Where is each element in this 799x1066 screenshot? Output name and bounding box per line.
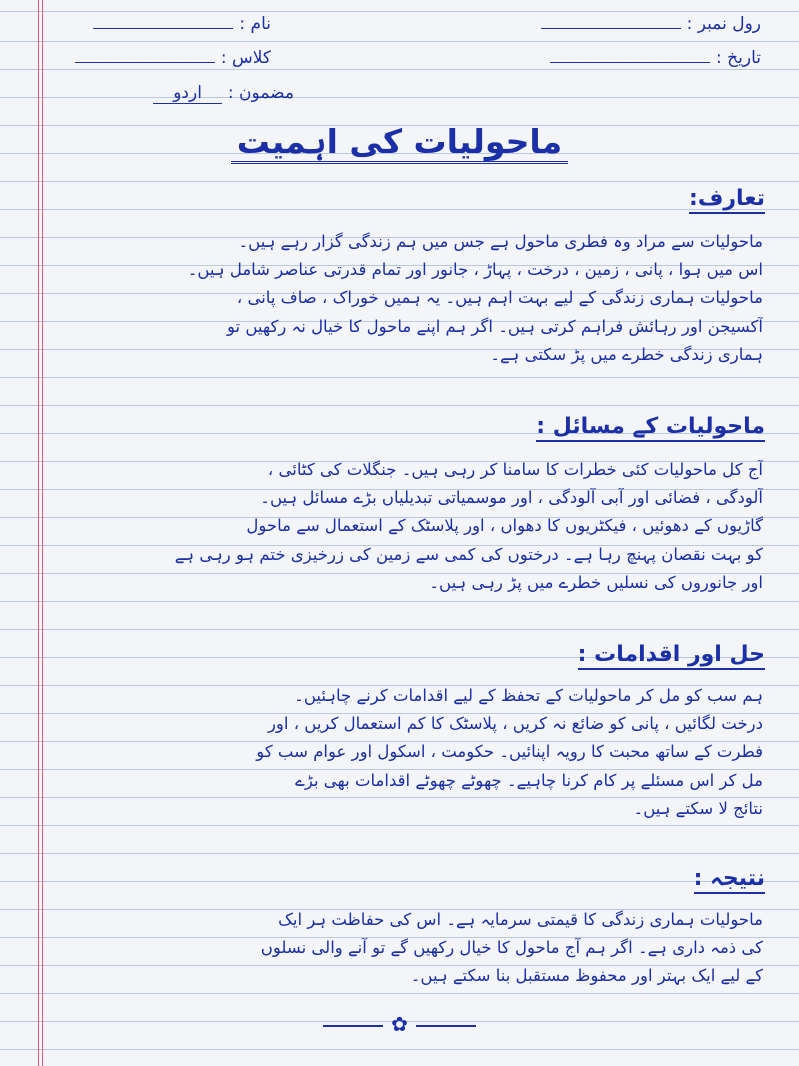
date-blank — [550, 62, 710, 63]
text-line: کی ذمہ داری ہے۔ اگر ہم آج ماحول کا خیال رکھیں گے تو آنے والی نسلوں — [260, 938, 763, 958]
flower-icon: ✿ — [391, 1012, 408, 1036]
roll-number-label: رول نمبر : — [686, 14, 761, 34]
date-field — [550, 48, 761, 68]
essay-title-text: ماحولیات کی اہمیت — [231, 122, 568, 164]
section-body-problems — [58, 456, 763, 597]
ornament-dash-left — [323, 1025, 383, 1027]
roll-number-blank — [541, 28, 681, 29]
text-line: مل کر اس مسئلے پر کام کرنا چاہیے۔ چھوٹے چھوٹے اقدامات بھی بڑے — [295, 770, 763, 790]
ornament-dash-right — [416, 1025, 476, 1027]
section-body-conclusion — [58, 906, 763, 991]
section-heading-problems: ماحولیات کے مسائل : — [536, 414, 765, 442]
subject-label: مضمون : — [227, 83, 294, 103]
subject-field — [153, 83, 294, 104]
text-line: نتائج لا سکتے ہیں۔ — [633, 798, 763, 818]
text-line: ماحولیات سے مراد وہ فطری ماحول ہے جس میں ہم زندگی گزار رہے ہیں۔ — [238, 232, 763, 251]
section-heading-introduction: تعارف: — [689, 186, 765, 214]
roll-number-field — [541, 14, 761, 34]
class-label: کلاس : — [220, 48, 271, 68]
name-blank — [93, 28, 233, 29]
text-line: آکسیجن اور رہائش فراہم کرتی ہیں۔ اگر ہم اپنے ماحول کا خیال نہ رکھیں تو — [226, 316, 763, 336]
text-line: اس میں ہوا ، پانی ، زمین ، درخت ، پہاڑ ، جانور اور تمام قدرتی عناصر شامل ہیں۔ — [187, 260, 763, 280]
name-field — [93, 14, 271, 34]
class-blank — [75, 62, 215, 63]
section-heading-conclusion: نتیجہ : — [694, 866, 765, 894]
essay-title — [0, 122, 799, 161]
text-line: ماحولیات ہماری زندگی کے لیے بہت اہم ہیں۔ یہ ہمیں خوراک ، صاف پانی ، — [236, 288, 763, 308]
date-label: تاریخ : — [716, 48, 761, 68]
class-field — [75, 48, 271, 68]
section-body-introduction — [58, 228, 763, 369]
text-line: ہماری زندگی خطرے میں پڑ سکتی ہے۔ — [490, 344, 763, 364]
text-line: ماحولیات ہماری زندگی کا قیمتی سرمایہ ہے۔ اس کی حفاظت ہر ایک — [278, 910, 763, 929]
text-line: اور جانوروں کی نسلیں خطرے میں پڑ رہی ہیں۔ — [429, 572, 763, 592]
subject-value: اردو — [153, 83, 222, 104]
text-line: آج کل ماحولیات کئی خطرات کا سامنا کر رہی ہیں۔ جنگلات کی کٹائی ، — [267, 460, 763, 479]
text-line: ہم سب کو مل کر ماحولیات کے تحفظ کے لیے اقدامات کرنے چاہئیں۔ — [294, 686, 763, 705]
name-label: نام : — [239, 14, 271, 34]
end-ornament — [0, 1012, 799, 1036]
text-line: گاڑیوں کے دھوئیں ، فیکٹریوں کا دھواں ، اور پلاسٹک کے استعمال سے ماحول — [246, 516, 763, 536]
text-line: کے لیے ایک بہتر اور محفوظ مستقبل بنا سکتے ہیں۔ — [410, 966, 763, 986]
section-body-solutions — [58, 682, 763, 823]
text-line: کو بہت نقصان پہنچ رہا ہے۔ درختوں کی کمی سے زمین کی زرخیزی ختم ہو رہی ہے — [174, 544, 763, 564]
text-line: آلودگی ، فضائی اور آبی آلودگی ، اور موسمیاتی تبدیلیاں بڑے مسائل ہیں۔ — [260, 488, 763, 508]
section-heading-solutions: حل اور اقدامات : — [578, 642, 765, 670]
text-line: درخت لگائیں ، پانی کو ضائع نہ کریں ، پلاسٹک کا کم استعمال کریں ، اور — [267, 714, 763, 734]
text-line: فطرت کے ساتھ محبت کا رویہ اپنائیں۔ حکومت ، اسکول اور عوام سب کو — [256, 742, 763, 762]
